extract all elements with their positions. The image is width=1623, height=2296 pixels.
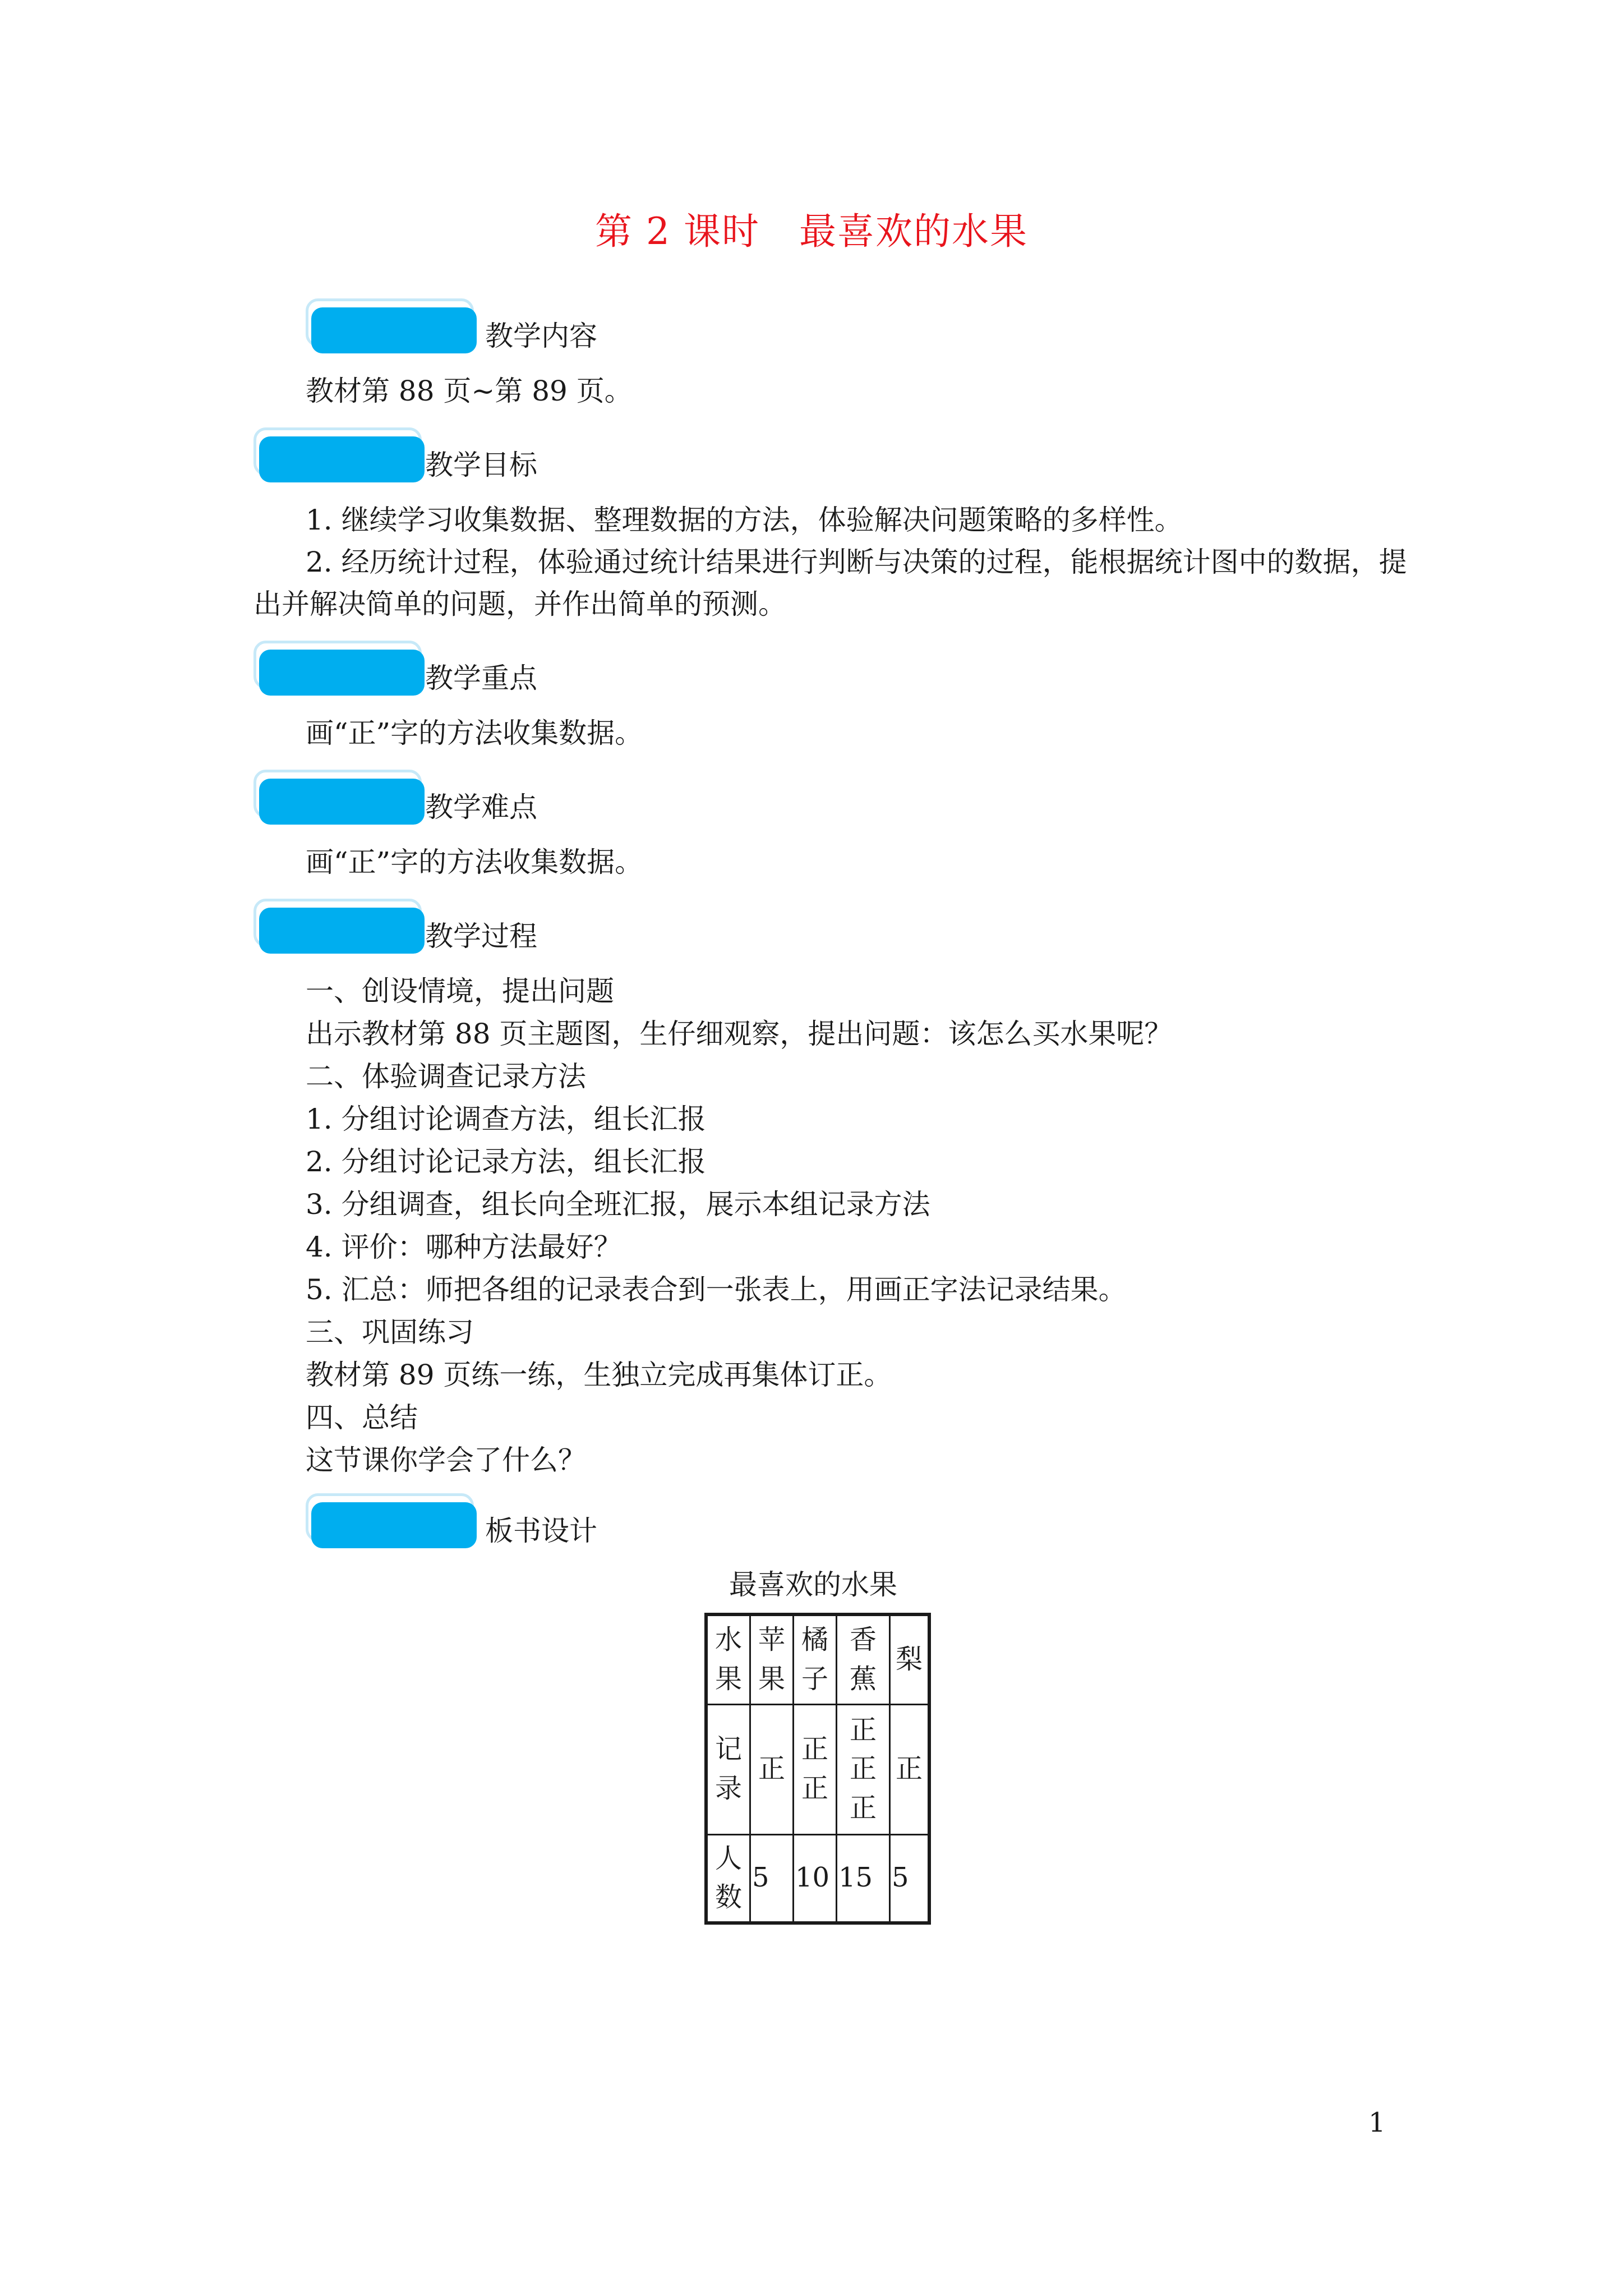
tab-badge <box>259 650 425 696</box>
tally-mark: 正 <box>801 1773 828 1804</box>
process-line: 三、巩固练习 <box>306 1316 474 1349</box>
fruit-cell <box>794 1614 837 1704</box>
table-caption: 最喜欢的水果 <box>729 1568 897 1601</box>
process-line: 1. 分组讨论调查方法，组长汇报 <box>306 1103 706 1135</box>
tab-badge <box>259 779 425 825</box>
count-orange: 10 <box>795 1862 830 1894</box>
record-cell <box>837 1704 890 1834</box>
key-text: 画“正”字的方法收集数据。 <box>306 717 643 749</box>
tab-badge <box>259 436 425 482</box>
tally-mark: 正 <box>849 1753 877 1785</box>
tally-mark: 正 <box>758 1753 785 1785</box>
fruit-apple: 苹 果 <box>758 1624 785 1695</box>
table-row <box>706 1704 929 1834</box>
tab-badge <box>311 307 477 353</box>
tally-mark: 正 <box>849 1714 877 1746</box>
tally-table <box>704 1613 931 1925</box>
section-header-process <box>253 899 590 960</box>
process-line: 四、总结 <box>306 1401 418 1434</box>
table-row <box>706 1834 929 1923</box>
fruit-cell <box>750 1614 794 1704</box>
section-header-difficulty <box>253 770 590 831</box>
section-label: 教学重点 <box>425 662 537 694</box>
process-line: 教材第 89 页练一练，生独立完成再集体订正。 <box>306 1359 892 1391</box>
tally-mark: 正 <box>849 1792 877 1824</box>
row-header-count: 人 数 <box>714 1842 742 1913</box>
record-cell <box>750 1704 794 1834</box>
page-title <box>0 210 1623 253</box>
process-line: 出示教材第 88 页主题图，生仔细观察，提出问题：该怎么买水果呢？ <box>306 1018 1173 1050</box>
lesson-title: 最喜欢的水果 <box>799 210 1028 253</box>
process-line: 5. 汇总：师把各组的记录表合到一张表上，用画正字法记录结果。 <box>306 1273 1127 1306</box>
row-header-fruit: 水 果 <box>714 1624 742 1695</box>
table-row <box>706 1614 929 1704</box>
goal-line: 1. 继续学习收集数据、整理数据的方法，体验解决问题策略的多样性。 <box>306 504 1183 536</box>
count-cell <box>890 1834 930 1923</box>
record-cell <box>890 1704 930 1834</box>
content-text: 教材第 88 页~第 89 页。 <box>306 375 633 407</box>
section-label: 教学过程 <box>425 920 537 953</box>
process-line: 2. 分组讨论记录方法，组长汇报 <box>306 1145 706 1178</box>
section-label: 教学内容 <box>485 320 597 352</box>
count-cell <box>750 1834 794 1923</box>
section-header-goals <box>253 427 590 489</box>
tally-mark: 正 <box>895 1753 923 1785</box>
row-header-record: 记 录 <box>714 1733 742 1804</box>
fruit-cell <box>837 1614 890 1704</box>
process-line: 一、创设情境，提出问题 <box>306 975 614 1007</box>
tally-mark: 正 <box>801 1733 828 1765</box>
page-number: 1 <box>1368 2107 1386 2138</box>
fruit-banana: 香 蕉 <box>849 1624 877 1695</box>
count-cell <box>794 1834 837 1923</box>
record-cell <box>794 1704 837 1834</box>
lesson-number: 第 2 课时 <box>595 210 760 253</box>
row-header-cell <box>706 1614 750 1704</box>
section-label: 教学难点 <box>425 791 537 823</box>
count-apple: 5 <box>752 1862 769 1894</box>
count-cell <box>837 1834 890 1923</box>
goal-line: 出并解决简单的问题，并作出简单的预测。 <box>253 588 786 620</box>
count-banana: 15 <box>838 1862 873 1894</box>
goal-line: 2. 经历统计过程，体验通过统计结果进行判断与决策的过程，能根据统计图中的数据，提 <box>306 546 1407 578</box>
row-header-cell <box>706 1704 750 1834</box>
fruit-pear: 梨 <box>895 1643 923 1675</box>
tab-badge <box>259 908 425 954</box>
fruit-orange: 橘 子 <box>801 1624 828 1695</box>
section-label: 板书设计 <box>485 1515 597 1547</box>
process-line: 4. 评价：哪种方法最好？ <box>306 1231 622 1263</box>
section-header-key <box>253 641 590 702</box>
process-line: 3. 分组调查，组长向全班汇报，展示本组记录方法 <box>306 1188 930 1221</box>
tab-badge <box>311 1502 477 1548</box>
section-label: 教学目标 <box>425 449 537 481</box>
section-header-content <box>306 298 642 360</box>
fruit-cell <box>890 1614 930 1704</box>
section-header-board <box>306 1493 642 1555</box>
count-pear: 5 <box>892 1862 909 1894</box>
row-header-cell <box>706 1834 750 1923</box>
process-line: 二、体验调查记录方法 <box>306 1060 586 1093</box>
difficulty-text: 画“正”字的方法收集数据。 <box>306 846 643 878</box>
process-line: 这节课你学会了什么？ <box>306 1444 586 1476</box>
